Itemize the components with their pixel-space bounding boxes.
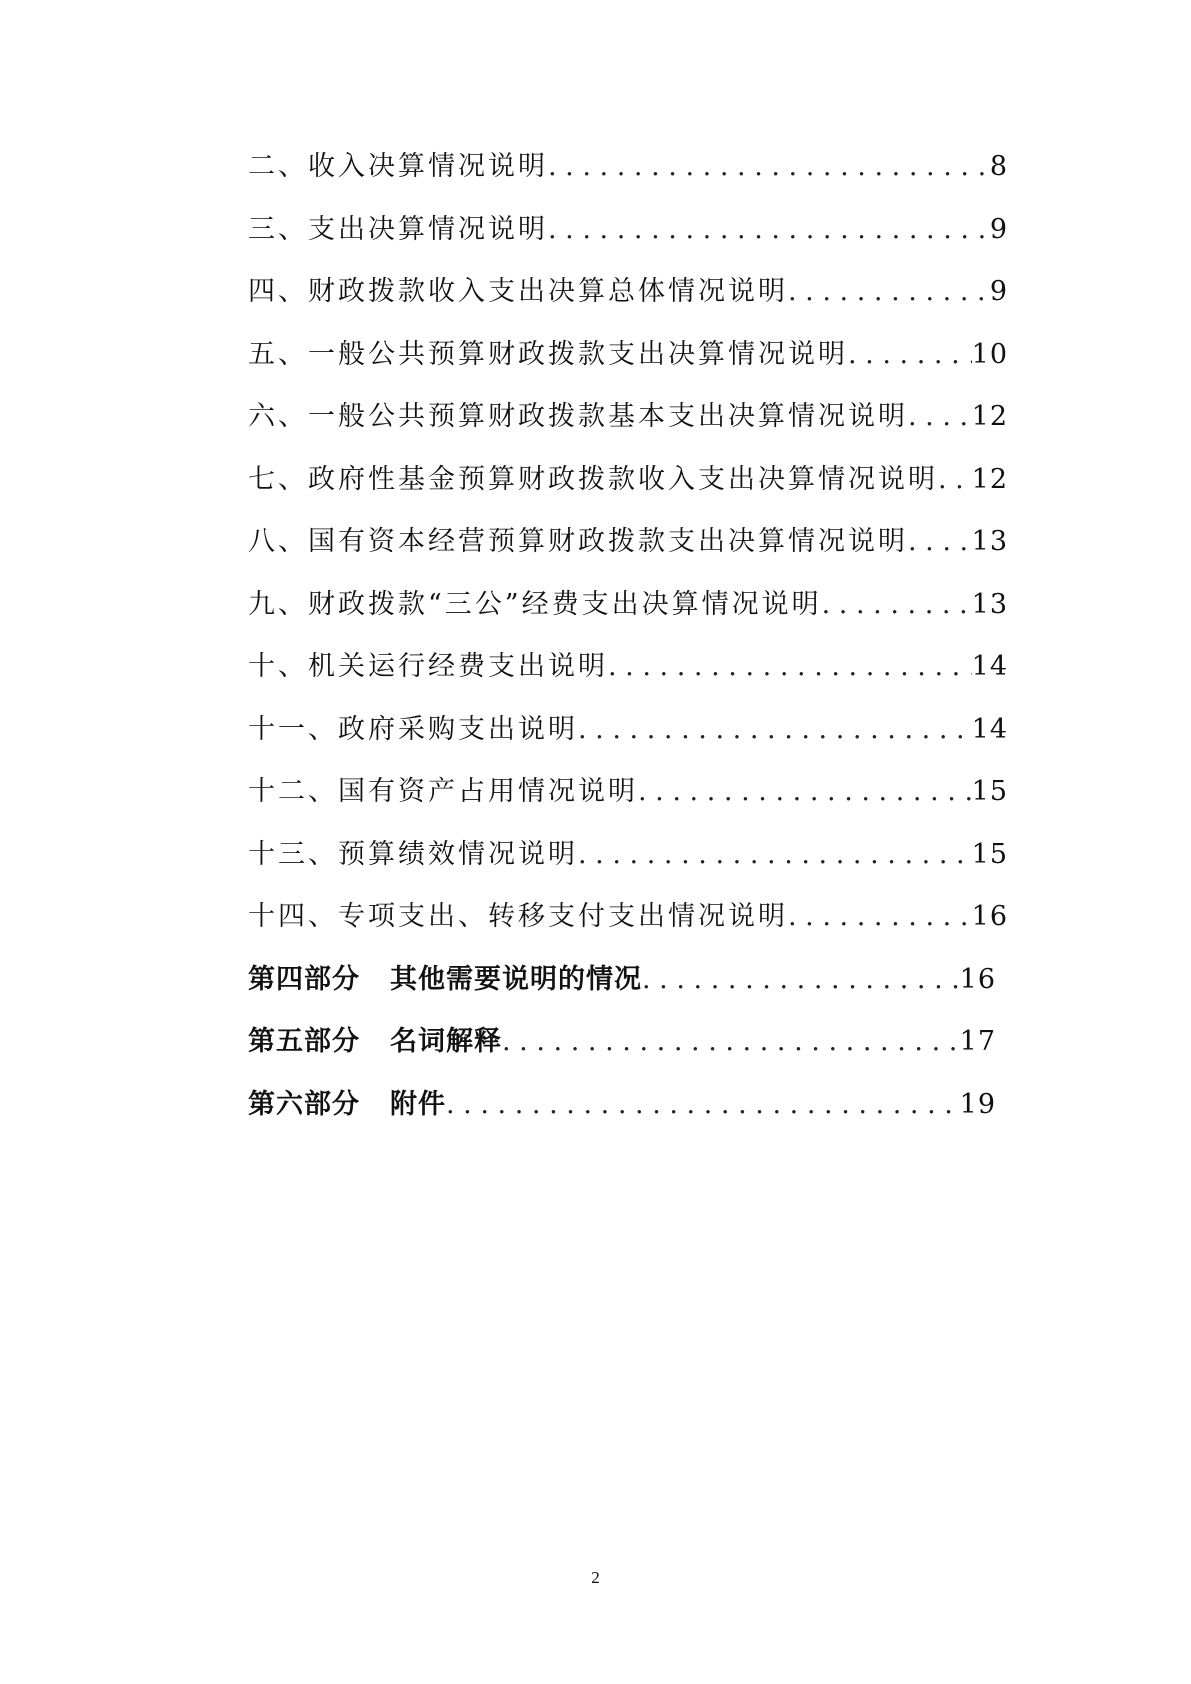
toc-part-five[interactable]: [248, 1019, 996, 1082]
dot-leader: [822, 589, 972, 620]
part-number: 第六部分: [248, 1088, 360, 1120]
dot-leader: [938, 464, 972, 495]
toc-entry-label: 十、机关运行经费支出说明: [248, 651, 608, 682]
toc-entry-state-assets[interactable]: [248, 769, 1008, 832]
toc-entry-page: 13: [971, 526, 1008, 557]
part-title: 附件: [390, 1088, 446, 1120]
dot-leader: [578, 714, 972, 745]
toc-entry-label: 三、支出决算情况说明: [248, 213, 548, 245]
toc-part-label: [248, 1082, 446, 1121]
toc-entry-page: 8: [989, 151, 1008, 182]
dot-leader: [908, 401, 972, 432]
part-number: 第四部分: [248, 963, 360, 995]
toc-part-page: 19: [959, 1088, 996, 1120]
toc-entry-page: 14: [971, 651, 1008, 682]
dot-leader: [548, 214, 990, 245]
dot-leader: [446, 1089, 960, 1120]
dot-leader: [788, 276, 990, 307]
toc-entry-label: 十四、专项支出、转移支付支出情况说明: [248, 901, 788, 932]
toc-entry-page: 16: [971, 901, 1008, 932]
dot-leader: [578, 839, 972, 870]
toc-entry-page: 10: [971, 338, 1008, 370]
toc-entry-page: 9: [989, 213, 1008, 245]
part-title: 名词解释: [390, 1026, 502, 1057]
toc-entry-label: 六、一般公共预算财政拨款基本支出决算情况说明: [248, 401, 908, 432]
dot-leader: [548, 151, 990, 182]
toc-entry-label: 八、国有资本经营预算财政拨款支出决算情况说明: [248, 526, 908, 557]
toc-entry-general-budget[interactable]: [248, 332, 1008, 395]
part-title: 其他需要说明的情况: [390, 963, 642, 995]
toc-entry-fiscal-overall[interactable]: [248, 269, 1008, 332]
toc-entry-page: 13: [971, 588, 1008, 620]
toc-entry-page: 15: [971, 838, 1008, 870]
toc-entry-expenditure[interactable]: [248, 207, 1008, 270]
dot-leader: [788, 901, 972, 932]
toc-entry-label: 四、财政拨款收入支出决算总体情况说明: [248, 276, 788, 307]
dot-leader: [502, 1026, 960, 1057]
toc-entry-page: 12: [971, 463, 1008, 495]
toc-entry-label: 十二、国有资产占用情况说明: [248, 776, 638, 807]
dot-leader: [608, 651, 972, 682]
toc-entry-page: 12: [971, 401, 1008, 432]
dot-leader: [848, 339, 972, 370]
toc-entry-label: 十一、政府采购支出说明: [248, 713, 578, 745]
toc-entry-page: 9: [989, 276, 1008, 307]
toc-entry-label: 九、财政拨款“三公”经费支出决算情况说明: [248, 588, 822, 620]
toc-part-page: 16: [959, 963, 996, 995]
toc-entry-special-transfer[interactable]: [248, 894, 1008, 957]
dot-leader: [638, 776, 972, 807]
toc-part-six[interactable]: [248, 1082, 996, 1145]
toc-entry-three-public[interactable]: [248, 582, 1008, 645]
toc-entry-label: 七、政府性基金预算财政拨款收入支出决算情况说明: [248, 463, 938, 495]
toc-entry-page: 14: [971, 713, 1008, 745]
toc-part-label: [248, 957, 642, 996]
toc-part-page: 17: [959, 1026, 996, 1057]
part-number: 第五部分: [248, 1026, 360, 1057]
toc-entry-income[interactable]: [248, 144, 1008, 207]
dot-leader: [908, 526, 972, 557]
toc-entry-agency-operation[interactable]: [248, 644, 1008, 707]
toc-entry-general-basic[interactable]: [248, 394, 1008, 457]
toc-part-four[interactable]: [248, 957, 996, 1020]
dot-leader: [642, 964, 960, 995]
toc-entry-label: 五、一般公共预算财政拨款支出决算情况说明: [248, 338, 848, 370]
toc-entry-government-fund[interactable]: [248, 457, 1008, 520]
toc-entry-performance[interactable]: [248, 832, 1008, 895]
table-of-contents: [248, 144, 1008, 1144]
page-number: 2: [591, 1568, 600, 1587]
toc-entry-page: 15: [971, 776, 1008, 807]
toc-entry-state-capital[interactable]: [248, 519, 1008, 582]
toc-entry-label: 二、收入决算情况说明: [248, 151, 548, 182]
toc-part-label: [248, 1019, 502, 1058]
toc-entry-label: 十三、预算绩效情况说明: [248, 838, 578, 870]
toc-entry-procurement[interactable]: [248, 707, 1008, 770]
